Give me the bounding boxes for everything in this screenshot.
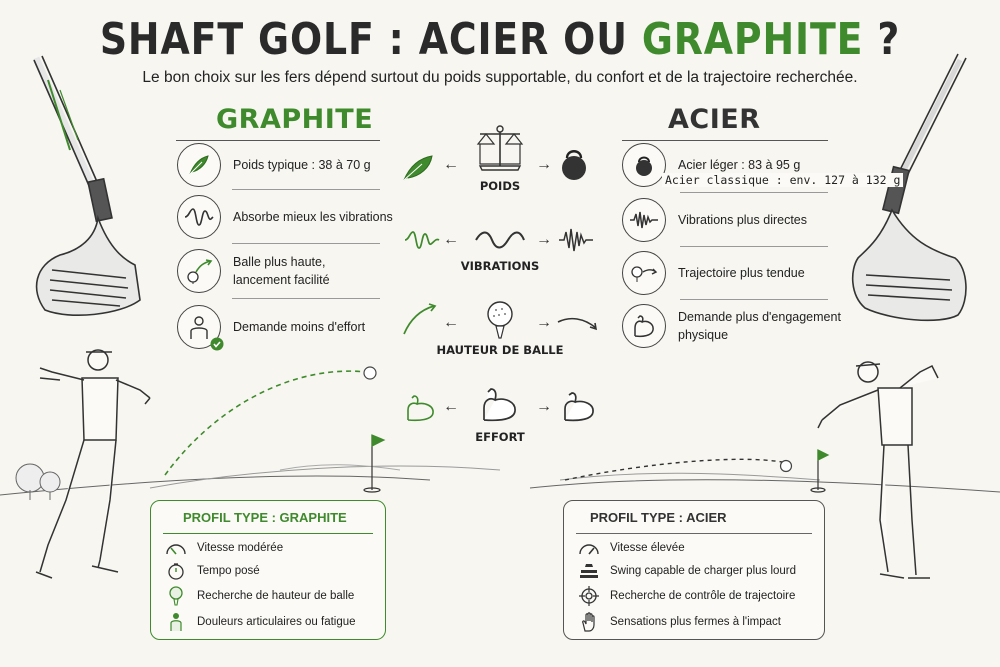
flexed-arm-icon (622, 304, 666, 348)
title-accent: GRAPHITE (641, 14, 864, 65)
flat-trajectory-icon (556, 314, 600, 336)
profile-acier-item-text: Swing capable de charger plus lourd (610, 565, 797, 577)
golfer-check-icon (177, 305, 221, 349)
profile-acier-item (578, 613, 781, 631)
graphite-feature-weight-text: Poids typique : 38 à 70 g (233, 158, 371, 172)
kettlebell-icon (558, 144, 590, 182)
profile-graphite-item-text: Vitesse modérée (197, 542, 284, 554)
arrow-left-icon: ← (443, 314, 459, 331)
divider (680, 246, 828, 247)
acier-heading: ACIER (668, 104, 761, 135)
speedometer-low-icon (165, 539, 187, 557)
vibration-strong-icon (558, 226, 594, 254)
graphite-feature-weight (177, 143, 371, 187)
acier-feature-trajectory (622, 251, 805, 295)
graphite-feature-launch-text: Balle plus haute, lancement facilité (233, 255, 330, 287)
profile-acier-item-text: Recherche de contrôle de trajectoire (610, 590, 796, 602)
flexed-arm-icon (560, 388, 600, 424)
ball-flat-trajectory-icon (622, 251, 666, 295)
graphite-heading-rule (176, 140, 380, 141)
acier-feature-weight-light: Acier léger : 83 à 95 g (678, 157, 801, 172)
person-pain-icon (165, 613, 187, 631)
ball-trajectory-icon (177, 249, 221, 293)
acier-feature-vibration-text: Vibrations plus directes (678, 213, 808, 227)
arrow-right-icon: → (536, 398, 552, 415)
arrow-right-icon: → (536, 314, 552, 331)
graphite-ball (364, 367, 376, 379)
right-golfer-illustration (818, 362, 938, 578)
golf-ball-tee-icon (484, 300, 516, 340)
graphite-ball-trajectory (165, 371, 366, 475)
acier-feature-trajectory-text: Trajectoire plus tendue (678, 266, 805, 280)
title-suffix: ? (863, 14, 901, 65)
arrow-left-icon: ← (443, 398, 459, 415)
graphite-feature-effort-text: Demande moins d'effort (233, 320, 366, 334)
profile-graphite-item (165, 613, 356, 631)
acier-feature-effort-text: Demande plus d'engagement physique (678, 310, 841, 342)
sine-wave-icon (474, 228, 526, 252)
flexed-arm-green-icon (404, 392, 440, 424)
feather-icon (177, 143, 221, 187)
page-subtitle: Le bon choix sur les fers dépend surtout du poids supportable, du confort et de la trajectoire recherchée. (142, 69, 858, 86)
divider (232, 189, 380, 190)
flexed-arm-icon (478, 384, 522, 424)
profile-graphite-item-text: Tempo posé (197, 565, 260, 577)
arrow-right-icon: → (536, 156, 552, 173)
high-trajectory-icon (400, 302, 440, 336)
arrow-left-icon: ← (443, 231, 459, 248)
stopwatch-icon (165, 562, 187, 580)
profile-graphite-box (150, 500, 386, 640)
profile-graphite-item-text: Recherche de hauteur de balle (197, 590, 355, 602)
weight-stack-icon (578, 562, 600, 580)
speedometer-high-icon (578, 539, 600, 557)
divider (232, 243, 380, 244)
profile-acier-item (578, 587, 795, 605)
arrow-left-icon: ← (443, 156, 459, 173)
graphite-heading: GRAPHITE (216, 104, 374, 135)
profile-graphite-title: PROFIL TYPE : GRAPHITE (183, 510, 347, 525)
profile-acier-item (578, 562, 796, 580)
acier-feature-effort (622, 304, 841, 348)
profile-graphite-item-text: Douleurs articulaires ou fatigue (197, 616, 356, 628)
graphite-club-illustration (34, 56, 140, 315)
right-flag-icon (811, 450, 828, 492)
title-prefix: SHAFT GOLF : ACIER OU (99, 14, 642, 65)
feather-icon (400, 152, 436, 182)
vibration-strong-icon (622, 198, 666, 242)
graphite-feature-launch (177, 249, 330, 293)
golf-ball-tee-icon (165, 587, 187, 605)
center-label-vibrations: VIBRATIONS (460, 259, 540, 273)
divider (163, 533, 373, 534)
acier-feature-vibration (622, 198, 807, 242)
page-title (70, 14, 930, 65)
profile-acier-title: PROFIL TYPE : ACIER (590, 510, 727, 525)
acier-heading-rule (622, 140, 828, 141)
divider (576, 533, 812, 534)
balance-scale-icon (474, 124, 526, 174)
arrow-right-icon: → (536, 231, 552, 248)
profile-acier-item-text: Vitesse élevée (610, 542, 685, 554)
center-label-effort: EFFORT (475, 430, 525, 444)
profile-acier-item-text: Sensations plus fermes à l'impact (610, 616, 781, 628)
profile-acier-item (578, 539, 685, 557)
vibration-wave-green-icon (404, 228, 440, 252)
right-landscape (530, 473, 1000, 492)
divider (680, 299, 828, 300)
graphite-feature-vibration (177, 195, 393, 239)
left-golfer-illustration (36, 350, 150, 578)
kettlebell-icon (622, 143, 666, 187)
profile-acier-box (563, 500, 825, 640)
profile-graphite-item (165, 539, 283, 557)
center-label-hauteur-de-balle: HAUTEUR DE BALLE (436, 343, 564, 357)
steel-ball (781, 461, 792, 472)
vibration-wave-icon (177, 195, 221, 239)
steel-ball-trajectory (565, 459, 782, 480)
graphite-feature-vibration-text: Absorbe mieux les vibrations (233, 210, 393, 224)
profile-graphite-item (165, 562, 260, 580)
divider (232, 298, 380, 299)
center-label-poids: POIDS (479, 179, 521, 193)
graphite-feature-effort (177, 305, 365, 349)
profile-graphite-item (165, 587, 354, 605)
divider (680, 192, 828, 193)
acier-feature-weight-classic: Acier classique : env. 127 à 132 g (662, 173, 903, 187)
left-flag-icon (364, 435, 384, 492)
target-icon (578, 587, 600, 605)
steel-club-illustration (853, 54, 966, 320)
hand-icon (578, 613, 600, 631)
